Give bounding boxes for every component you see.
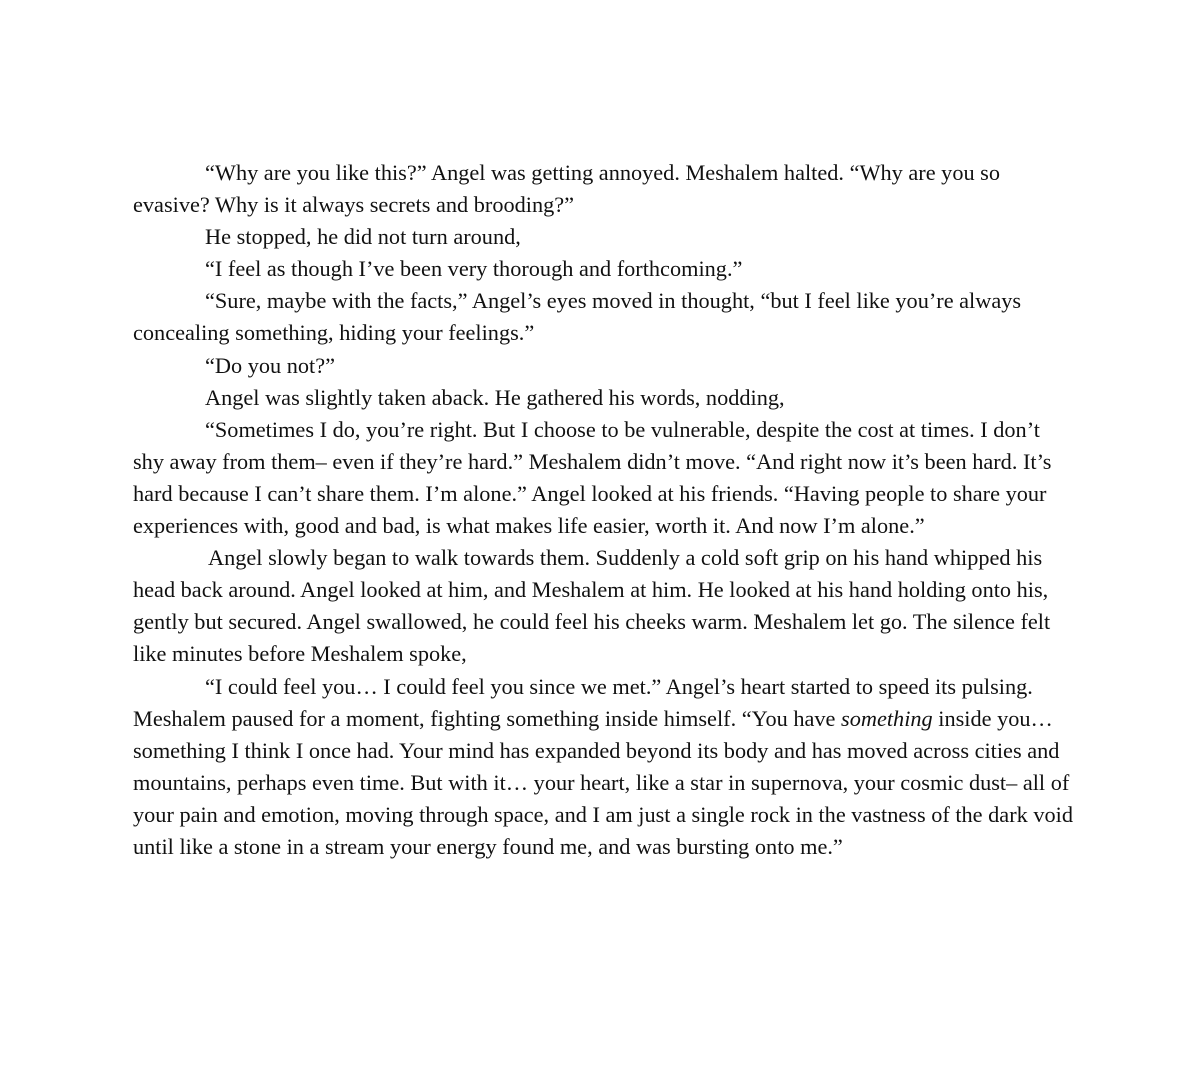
paragraph-9-after: inside you… something I think I once had. Your mind has expanded beyond its body and has moved across cities and mountains, perhaps even time. But with it… your heart, like a star in supernova, your cosmic dust– all of your pain and emotion, moving through space, and I am just a single rock in the vastness of the dark void until like a stone in a stream your energy found me, and was bursting onto me.”: [133, 705, 1073, 859]
paragraph-8: Angel slowly began to walk towards them. Suddenly a cold soft grip on his hand whipped his head back around. Angel looked at him, and Meshalem at him. He looked at his hand holding onto his, gently but secured. Angel swallowed, he could feel his cheeks warm. Meshalem let go. The silence felt like minutes before Meshalem spoke,: [133, 545, 1051, 667]
paragraph-6: Angel was slightly taken aback. He gathered his words, nodding,: [205, 384, 785, 410]
paragraph-9-before: “I could feel you… I could feel you since we met.” Angel’s heart started to speed its pulsing. Meshalem paused for a moment, fighting something inside himself. “You have: [133, 673, 1033, 731]
paragraph-2: He stopped, he did not turn around,: [205, 224, 521, 250]
paragraph-9: [133, 671, 1073, 864]
story-text: [133, 157, 1073, 863]
paragraph-7: “Sometimes I do, you’re right. But I choose to be vulnerable, despite the cost at times. I don’t shy away from them– even if they’re hard.” Meshalem didn’t move. “And right now it’s been hard. It’s hard because I can’t share them. I’m alone.” Angel looked at his friends. “Having people to share your experiences with, good and bad, is what makes life easier, worth it. And now I’m alone.”: [133, 416, 1052, 539]
paragraph-1: “Why are you like this?” Angel was getting annoyed. Meshalem halted. “Why are you so evasive? Why is it always secrets and brooding?”: [133, 160, 1001, 218]
paragraph-4: “Sure, maybe with the facts,” Angel’s eyes moved in thought, “but I feel like you’re always concealing something, hiding your feelings.”: [133, 288, 1022, 346]
paragraph-3: “I feel as though I’ve been very thorough and forthcoming.”: [205, 256, 743, 282]
paragraph-9-emphasis: something: [841, 705, 933, 731]
paragraph-5: “Do you not?”: [205, 352, 336, 378]
